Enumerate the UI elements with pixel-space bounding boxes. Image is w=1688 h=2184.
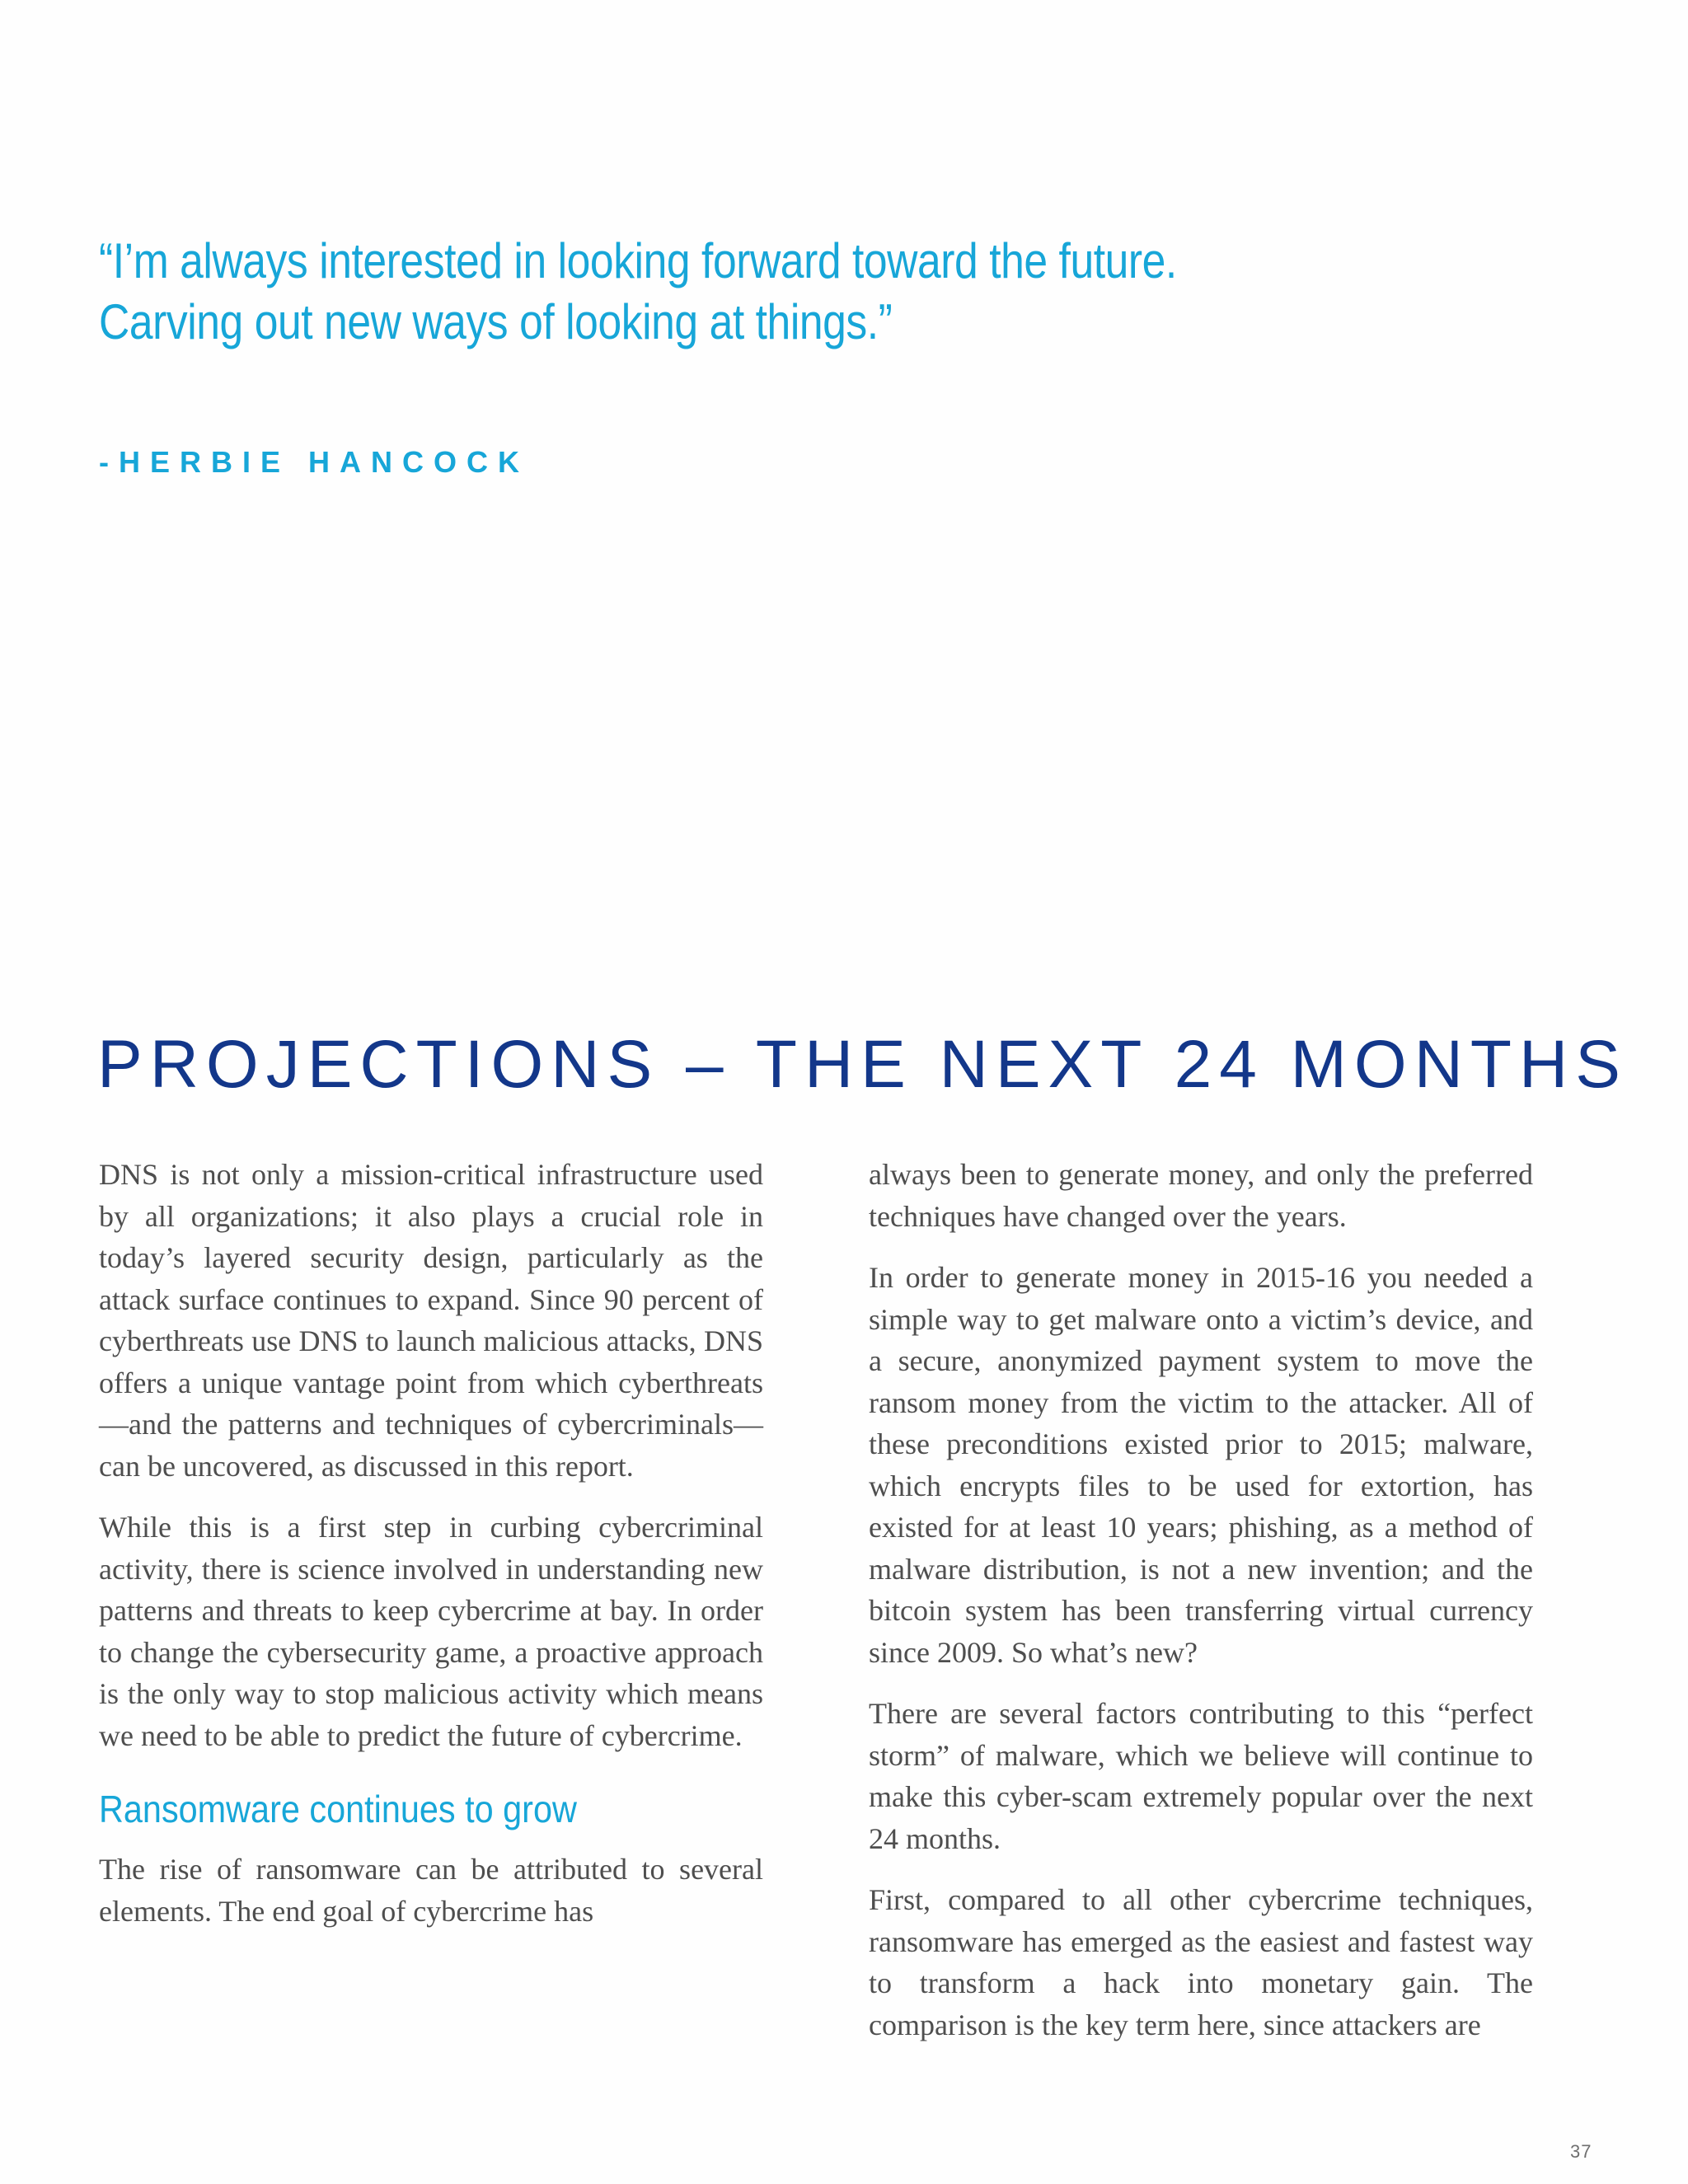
quote-line-1: “I’m always interested in looking forward toward the future. bbox=[99, 233, 1177, 288]
page-number: 37 bbox=[1570, 2141, 1592, 2162]
quote-line-2: Carving out new ways of looking at things.” bbox=[99, 294, 893, 349]
body-paragraph: In order to generate money in 2015-16 you needed a simple way to get malware onto a victim’s device, and a secure, anonymized payment system to move the ransom money from the victim to the attacker. All of these preconditions existed prior to 2015; malware, which encrypts files to be used for extortion, has existed for at least 10 years; phishing, as a method of malware distribution, is not a new invention; and the bitcoin system has been transferring virtual currency since 2009. So what’s new? bbox=[869, 1261, 1533, 1669]
left-column bbox=[99, 1154, 763, 1952]
body-paragraph: First, compared to all other cybercrime techniques, ransomware has emerged as the easiest and fastest way to transform a hack into monetary gain. The comparison is the key term here, since attackers are bbox=[869, 1883, 1533, 2041]
section-title: PROJECTIONS – THE NEXT 24 MONTHS bbox=[97, 1027, 1628, 1102]
body-paragraph: There are several factors contributing to this “perfect storm” of malware, which we believe will continue to make this cyber-scam extremely popular over the next 24 months. bbox=[869, 1697, 1533, 1855]
body-paragraph: always been to generate money, and only the preferred techniques have changed over the years. bbox=[869, 1158, 1533, 1233]
body-paragraph: The rise of ransomware can be attributed to several elements. The end goal of cybercrime has bbox=[99, 1853, 763, 1928]
body-paragraph: While this is a first step in curbing cybercriminal activity, there is science involved in understanding new patterns and threats to keep cybercrime at bay. In order to change the cybersecurity game, a proactive approach is the only way to stop malicious activity which means we need to be able to predict the future of cybercrime. bbox=[99, 1511, 763, 1752]
quote-attribution: -HERBIE HANCOCK bbox=[99, 445, 529, 479]
subheading: Ransomware continues to grow bbox=[99, 1788, 577, 1830]
pull-quote bbox=[99, 231, 1304, 353]
right-column bbox=[869, 1154, 1533, 2065]
body-paragraph: DNS is not only a mission-critical infrastructure used by all organizations; it also plays a crucial role in today’s layered security design, particularly as the attack surface continues to expand. Since 90 percent of cyberthreats use DNS to launch malicious attacks, DNS offers a unique vantage point from which cyberthreats—and the patterns and techniques of cybercriminals—can be uncovered, as discussed in this report. bbox=[99, 1158, 763, 1483]
